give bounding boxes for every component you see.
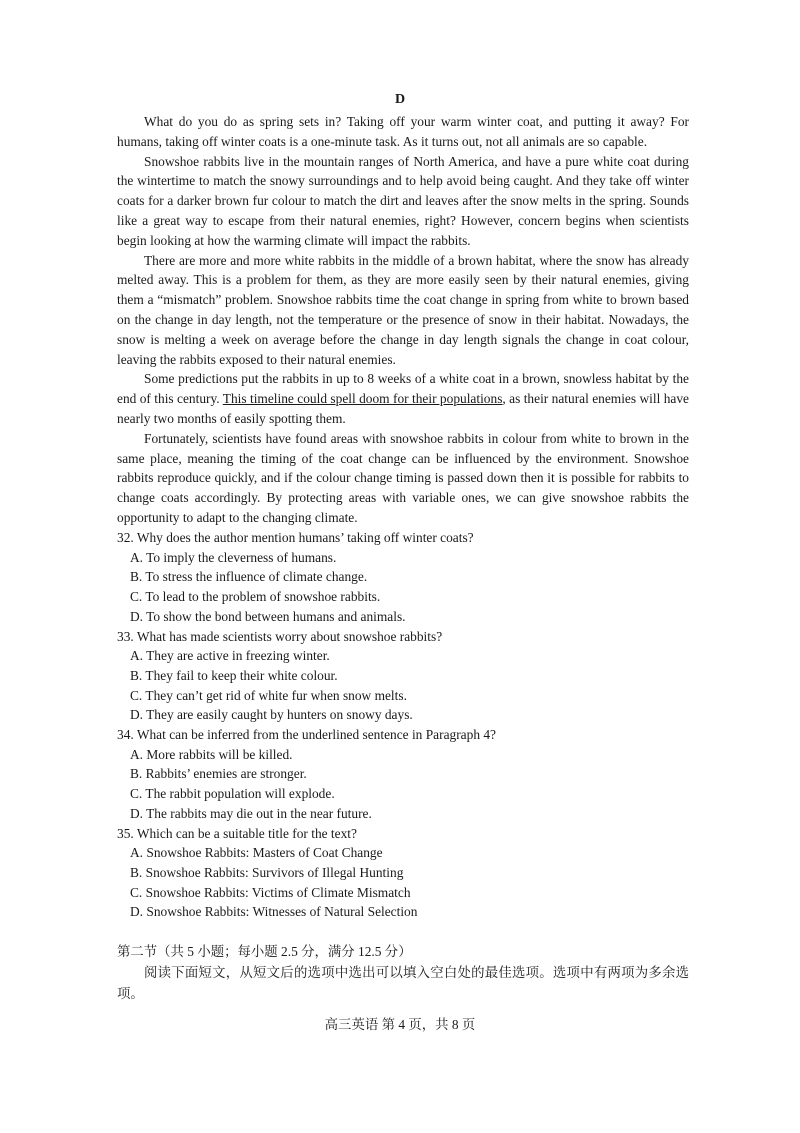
option-list — [117, 548, 697, 627]
option-c: C. They can’t get rid of white fur when snow melts. — [130, 687, 407, 703]
section-two — [117, 941, 689, 1004]
passage-paragraph-4 — [117, 369, 689, 428]
question-stem: 32. Why does the author mention humans’ taking off winter coats? — [117, 530, 474, 545]
option-c: C. The rabbit population will explode. — [130, 786, 335, 802]
paragraph-4-text-after: , as their natural enemies will have nearly two months of easily spotting them. — [117, 391, 689, 426]
question-stem: 34. What can be inferred from the underlined sentence in Paragraph 4? — [117, 727, 496, 743]
option-a: A. Snowshoe Rabbits: Masters of Coat Change — [130, 845, 383, 861]
option-d: D. To show the bond between humans and animals. — [130, 608, 406, 624]
page-footer: 高三英语 第 4 页，共 8 页 — [324, 1017, 476, 1032]
option-b: B. They fail to keep their white colour. — [130, 667, 338, 683]
option-b: B. To stress the influence of climate change. — [130, 569, 368, 585]
option-list — [117, 745, 697, 824]
passage-section-letter: D — [394, 92, 406, 107]
option-list — [117, 646, 697, 725]
passage-paragraph-5: Fortunately, scientists have found areas with snowshoe rabbits in colour from white to brown in the same place, meaning the timing of the coat change can be influenced by the environment. Snowshoe rabbits reproduce quickly, and if the colour change timing is passed down then it is possible for rabbits to change coats accordingly. By protecting areas with variable ones, we can give snowshoe rabbits the opportunity to adapt to the changing climate. — [117, 430, 689, 525]
option-d: D. The rabbits may die out in the near future. — [130, 805, 372, 821]
question-33 — [117, 627, 697, 726]
option-d: D. They are easily caught by hunters on snowy days. — [130, 707, 413, 723]
passage-paragraph-1: What do you do as spring sets in? Taking off your warm winter coat, and putting it away? For humans, taking off winter coats is a one-minute task. As it turns out, not all animals are so capable. — [117, 114, 689, 149]
passage-paragraph-2: Snowshoe rabbits live in the mountain ranges of North America, and have a pure white coat during the wintertime to match the snowy surroundings and to help avoid being caught. And they take off winter coats for a darker brown fur colour to match the dirt and leaves after the snow melts in the spring. Sounds like a great way to escape from their natural enemies, right? However, concern begins when scientists begin looking at how the warming climate will impact the rabbits. — [117, 153, 689, 248]
underlined-sentence: This timeline could spell doom for their populations — [222, 391, 503, 407]
reading-passage — [117, 112, 689, 528]
question-stem: 33. What has made scientists worry about snowshoe rabbits? — [117, 628, 443, 644]
question-list — [117, 528, 697, 922]
option-b: B. Rabbits’ enemies are stronger. — [130, 766, 307, 782]
passage-paragraph-3: There are more and more white rabbits in the middle of a brown habitat, where the snow has already melted away. This is a problem for them, as they are more easily seen by their natural enemies, giving them a “mismatch” problem. Snowshoe rabbits time the coat change in spring from white to brown based on the change in day length, not the temperature or the presence of snow in their habitat. Nowadays, the snow is melting a week on average before the change in day length signals the change in coat colour, leaving the rabbits exposed to their natural enemies. — [117, 252, 689, 367]
option-c: C. Snowshoe Rabbits: Victims of Climate Mismatch — [130, 884, 411, 900]
paragraph-4-text-before: Some predictions put the rabbits in up to 8 weeks of a white coat in a brown, snowless habitat by the end of this century. — [117, 371, 689, 407]
option-a: A. More rabbits will be killed. — [130, 746, 293, 762]
question-34 — [117, 725, 697, 824]
question-32 — [117, 528, 697, 627]
question-stem: 35. Which can be a suitable title for the text? — [117, 825, 357, 841]
question-35 — [117, 824, 697, 923]
option-c: C. To lead to the problem of snowshoe rabbits. — [130, 589, 381, 605]
option-b: B. Snowshoe Rabbits: Survivors of Illegal Hunting — [130, 864, 404, 880]
option-a: A. They are active in freezing winter. — [130, 648, 330, 664]
option-a: A. To imply the cleverness of humans. — [130, 549, 337, 565]
option-list — [117, 843, 697, 922]
section-two-instruction: 阅读下面短文，从短文后的选项中选出可以填入空白处的最佳选项。选项中有两项为多余选项。 — [117, 965, 689, 1001]
section-two-heading: 第二节（共 5 小题；每小题 2.5 分，满分 12.5 分） — [117, 944, 412, 959]
option-d: D. Snowshoe Rabbits: Witnesses of Natural Selection — [130, 904, 418, 920]
